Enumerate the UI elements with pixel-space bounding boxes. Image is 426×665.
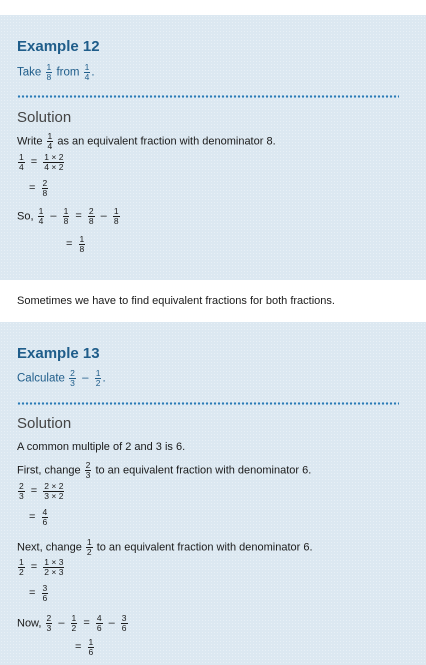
solution-step: First, change $\frac{2}{3}$ to an equivalent fraction with denominator 6. [17,460,312,480]
example-12-title: Example 12 [17,38,100,55]
math-line: Now, $\frac{2}{3}$ – $\frac{1}{2}$ = $\frac{4}{6}$ – $\frac{3}{6}$ [17,613,127,633]
dotted-divider [17,402,399,405]
solution-step: Next, change $\frac{1}{2}$ to an equivalent fraction with denominator 6. [17,537,313,557]
math-line: $\frac{2}{3}$ = $\frac{2 \times 2}{3 \times 2}$ [19,481,64,501]
math-line: = $\frac{4}{6}$ [29,507,48,527]
fraction: $\frac{1}{4}$ [84,62,90,82]
dotted-divider [17,95,399,98]
example-13-title: Example 13 [17,345,100,362]
fraction: $\frac{1}{4}$ [47,131,53,151]
solution-title: Solution [17,415,72,432]
math-line: = $\frac{2}{8}$ [29,178,48,198]
math-line: So, $\frac{1}{4}$ – $\frac{1}{8}$ = $\frac{2}{8}$ – $\frac{1}{8}$ [17,206,119,226]
between-text: Sometimes we have to find equivalent fractions for both fractions. [17,295,335,307]
math-line: = $\frac{3}{6}$ [29,583,48,603]
math-line: $\frac{1}{2}$ = $\frac{1 \times 3}{2 \times 3}$ [19,557,64,577]
math-line: $\frac{1}{4}$ = $\frac{1 \times 2}{4 \times 2}$ [19,152,64,172]
fraction: $\frac{1}{8}$ [46,62,52,82]
example-12-task: Take $\frac{1}{8}$ from $\frac{1}{4}$ . [17,62,95,82]
solution-title: Solution [17,109,72,126]
solution-step: Write $\frac{1}{4}$ as an equivalent fraction with denominator 8. [17,131,276,151]
math-line: = $\frac{1}{8}$ [66,234,85,254]
example-12-box [0,15,426,280]
math-line: = $\frac{1}{6}$ [75,637,94,657]
example-13-box [0,322,426,665]
example-13-task: Calculate $\frac{2}{3}$ – $\frac{1}{2}$ . [17,368,106,388]
solution-step: A common multiple of 2 and 3 is 6. [17,441,186,453]
